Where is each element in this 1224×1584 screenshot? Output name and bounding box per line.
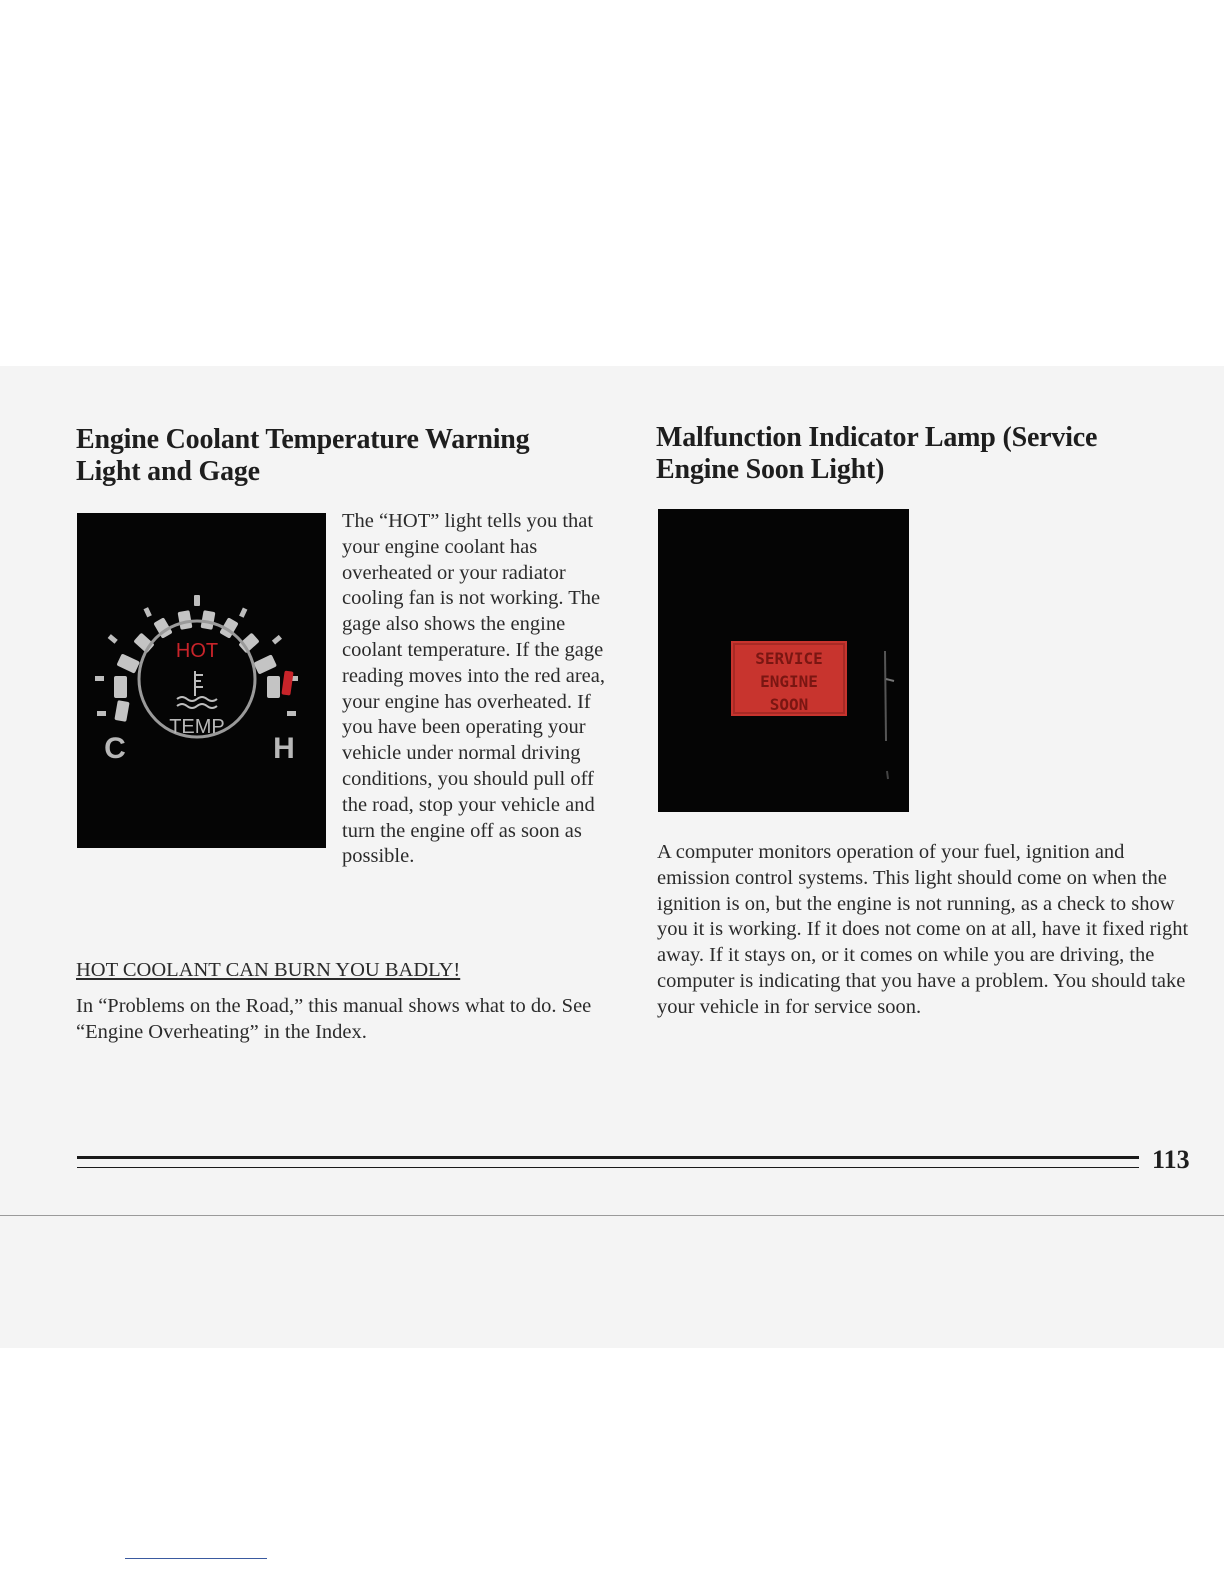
malfunction-description: A computer monitors operation of your fuel, ignition and emission control systems. This light should come on when the ignition is on, but the engine is not running, as a check to show you it is working. If it does not come on at all, have it fixed right away. If it stays on, or it comes on while you are driving, the computer is indicating that you have a problem. You should take your vehicle in for service soon. (657, 841, 1189, 1018)
coolant-gauge-photo (77, 513, 326, 848)
gauge-hot-label: HOT (175, 640, 219, 662)
coolant-heading (76, 424, 616, 488)
page-edge-line (0, 1215, 1224, 1216)
temperature-gauge-icon (77, 513, 326, 848)
footer-rule-thin (77, 1167, 1139, 1168)
hot-coolant-warning: HOT COOLANT CAN BURN YOU BADLY! (76, 959, 461, 981)
coolant-thermometer-icon (177, 671, 217, 708)
lamp-line1: SERVICE (755, 649, 823, 668)
malfunction-heading-line1: Malfunction Indicator Lamp (Service (656, 422, 1098, 453)
gauge-cold-label: C (104, 732, 126, 765)
gauge-hot-end-label: H (273, 732, 295, 765)
coolant-heading-line2: Light and Gage (76, 456, 260, 487)
gauge-temp-label: TEMP (169, 716, 225, 738)
malfunction-heading (656, 422, 1196, 486)
malfunction-heading-line2: Engine Soon Light) (656, 454, 885, 485)
gauge-red-zone (281, 671, 293, 696)
lamp-line2: ENGINE (760, 672, 818, 691)
bottom-corner-line (125, 1558, 267, 1559)
lamp-line3: SOON (769, 695, 809, 714)
footer-rule-thick (77, 1156, 1139, 1159)
page-number: 113 (1152, 1145, 1190, 1174)
coolant-description: The “HOT” light tells you that your engine coolant has overheated or your radiator cooling fan is not working. The gage also shows the engine coolant temperature. If the gage reading moves into the red area, your engine has overheated. If you have been operating your vehicle under normal driving conditions, you should pull off the road, stop your vehicle and turn the engine off as soon as possible. (342, 510, 605, 868)
coolant-heading-line1: Engine Coolant Temperature Warning (76, 424, 530, 455)
service-engine-photo (658, 509, 909, 812)
coolant-footnote: In “Problems on the Road,” this manual shows what to do. See “Engine Overheating” in the Index. (76, 995, 592, 1043)
service-engine-lamp-icon (658, 509, 909, 812)
